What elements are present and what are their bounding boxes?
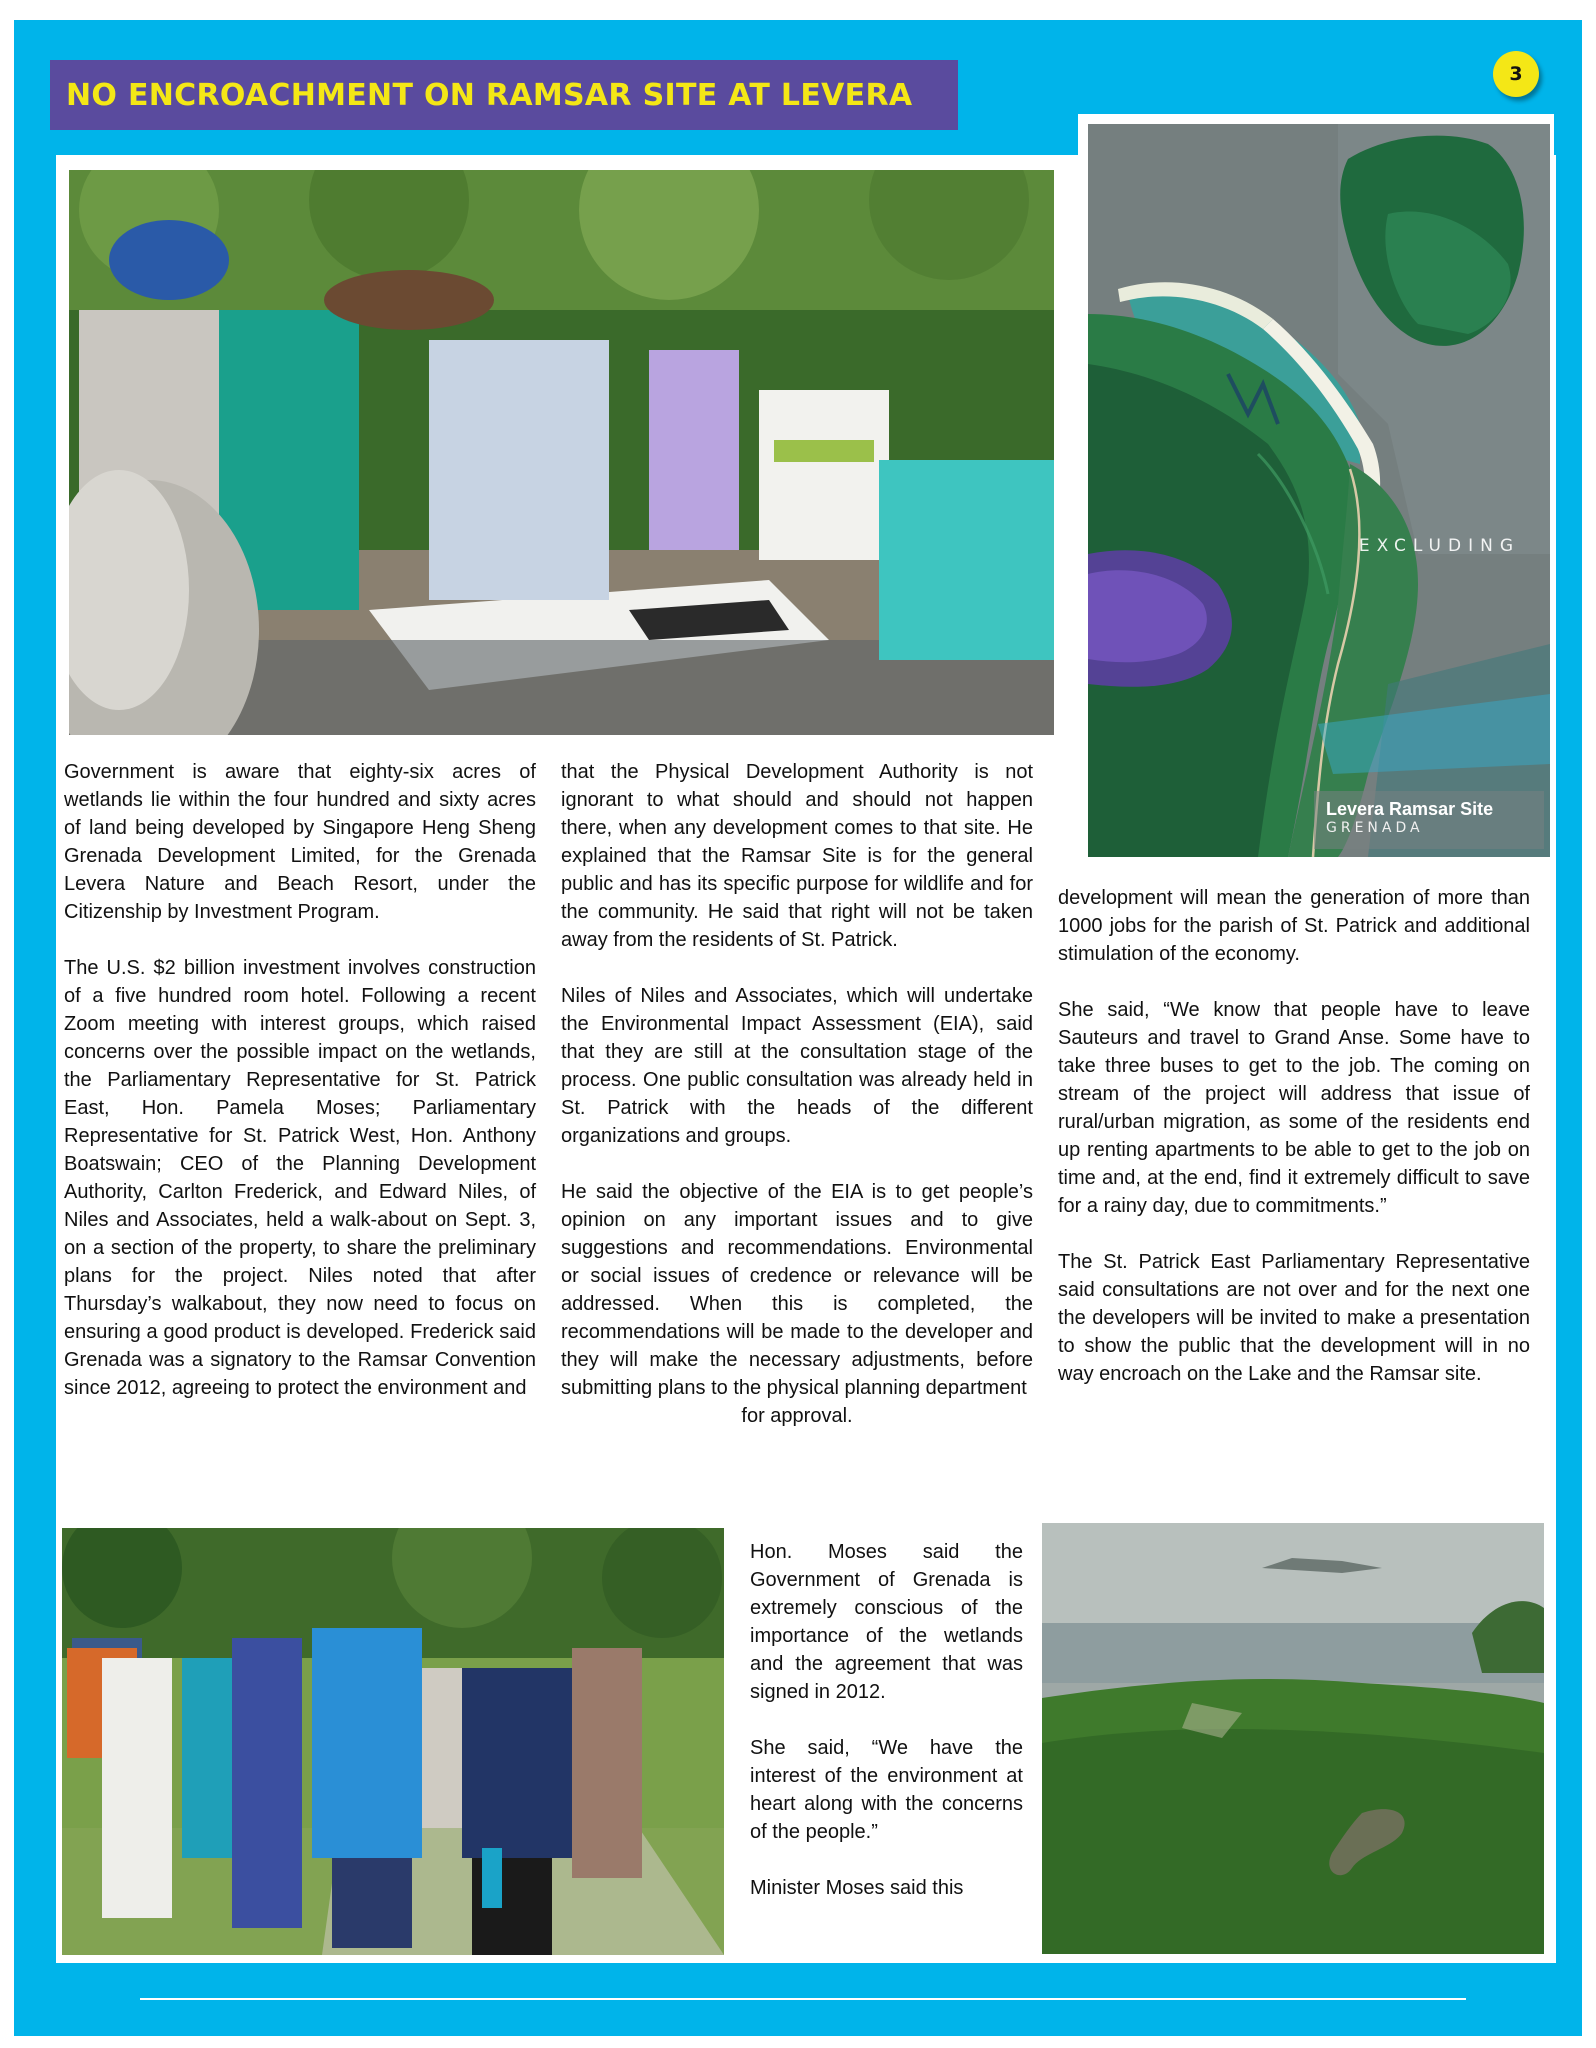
aerial-view-graphic [1042,1523,1544,1954]
bottom-rule [140,1998,1466,2000]
map-caption-box [1314,791,1544,849]
map-caption-subtitle: GRENADA [1326,820,1424,836]
article-paragraph: that the Physical Development Authority is not ignorant to what should and should not happen there, when any development comes to that site. He explained that the Ramsar Site is for the general public and has its specific purpose for wildlife and for the community. He said that right will not be taken away from the residents of St. Patrick. [561,761,1033,951]
article-paragraph: The St. Patrick East Parliamentary Representative said consultations are not over and for the next one the developers will be invited to make a presentation to show the public that the development will in no way encroach on the Lake and the Ramsar site. [1058,1251,1530,1385]
article-paragraph: He said the objective of the EIA is to get people’s opinion on any important issues and to give suggestions and recommendations. Environmental or social issues of credence or relevance will be addressed. When this is completed, the recommendations will be made to the developer and they will make the necessary adjustments, before submitting plans to the physical planning department [561,1181,1033,1399]
headline-bar [50,60,958,130]
headline: NO ENCROACHMENT ON RAMSAR SITE AT LEVERA [66,77,913,113]
article-column-1 [64,758,536,1402]
levera-satellite-map [1088,124,1550,857]
article-column-3 [1058,884,1530,1388]
group-plans-photo [69,170,1054,735]
article-column-2-lower [750,1538,1023,1902]
article-paragraph: She said, “We have the interest of the environment at heart along with the concerns of the people.” [750,1737,1023,1843]
article-column-2 [561,758,1033,1430]
article-paragraph: Hon. Moses said the Government of Grenada is extremely conscious of the importance of the wetlands and the agreement that was signed in 2012. [750,1541,1023,1703]
aerial-view-photo [1042,1523,1544,1954]
article-paragraph: development will mean the generation of more than 1000 jobs for the parish of St. Patrick and additional stimulation of the economy. [1058,887,1530,965]
article-paragraph: Minister Moses said this [750,1877,964,1899]
page-number-badge: 3 [1493,51,1539,97]
article-paragraph: She said, “We know that people have to leave Sauteurs and travel to Grand Anse. Some have to take three buses to get to the job. The coming on stream of the project will address that issue of rural/urban migration, as some of the residents end up renting apartments to be able to get to the job on time and, at the end, find it extremely difficult to save for a rainy day, due to commitments.” [1058,999,1530,1217]
article-paragraph: The U.S. $2 billion investment involves construction of a five hundred room hotel. Following a recent Zoom meeting with interest groups, which raised concerns over the possible impact on the wetlands, the Parliamentary Representative for St. Patrick East, Hon. Pamela Moses; Parliamentary Representative for St. Patrick West, Hon. Anthony Boatswain; CEO of the Planning Development Authority, Carlton Frederick, and Edward Niles, of Niles and Associates, held a walk-about on Sept. 3, on a section of the property, to share the preliminary plans for the project. Niles noted that after Thursday’s walkabout, they now need to focus on ensuring a good product is developed. Frederick said Grenada was a signatory to the Ramsar Convention since 2012, agreeing to protect the environment and [64,957,536,1399]
walkabout-photo [62,1528,724,1955]
map-overlay-word: EXCLUDING [1358,536,1520,556]
article-paragraph: Government is aware that eighty-six acres of wetlands lie within the four hundred and sixty acres of land being developed by Singapore Heng Sheng Grenada Development Limited, for the Grenada Levera Nature and Beach Resort, under the Citizenship by Investment Program. [64,761,536,923]
map-caption-title: Levera Ramsar Site [1326,799,1494,819]
satellite-map-graphic [1088,124,1550,857]
walkabout-graphic [62,1528,724,1955]
article-paragraph: Niles of Niles and Associates, which will undertake the Environmental Impact Assessment (EIA), said that they are still at the consultation stage of the process. One public consultation was already held in St. Patrick with the heads of the different organizations and groups. [561,985,1033,1147]
article-continuation: for approval. [741,1405,853,1427]
group-plans-graphic [69,170,1054,735]
